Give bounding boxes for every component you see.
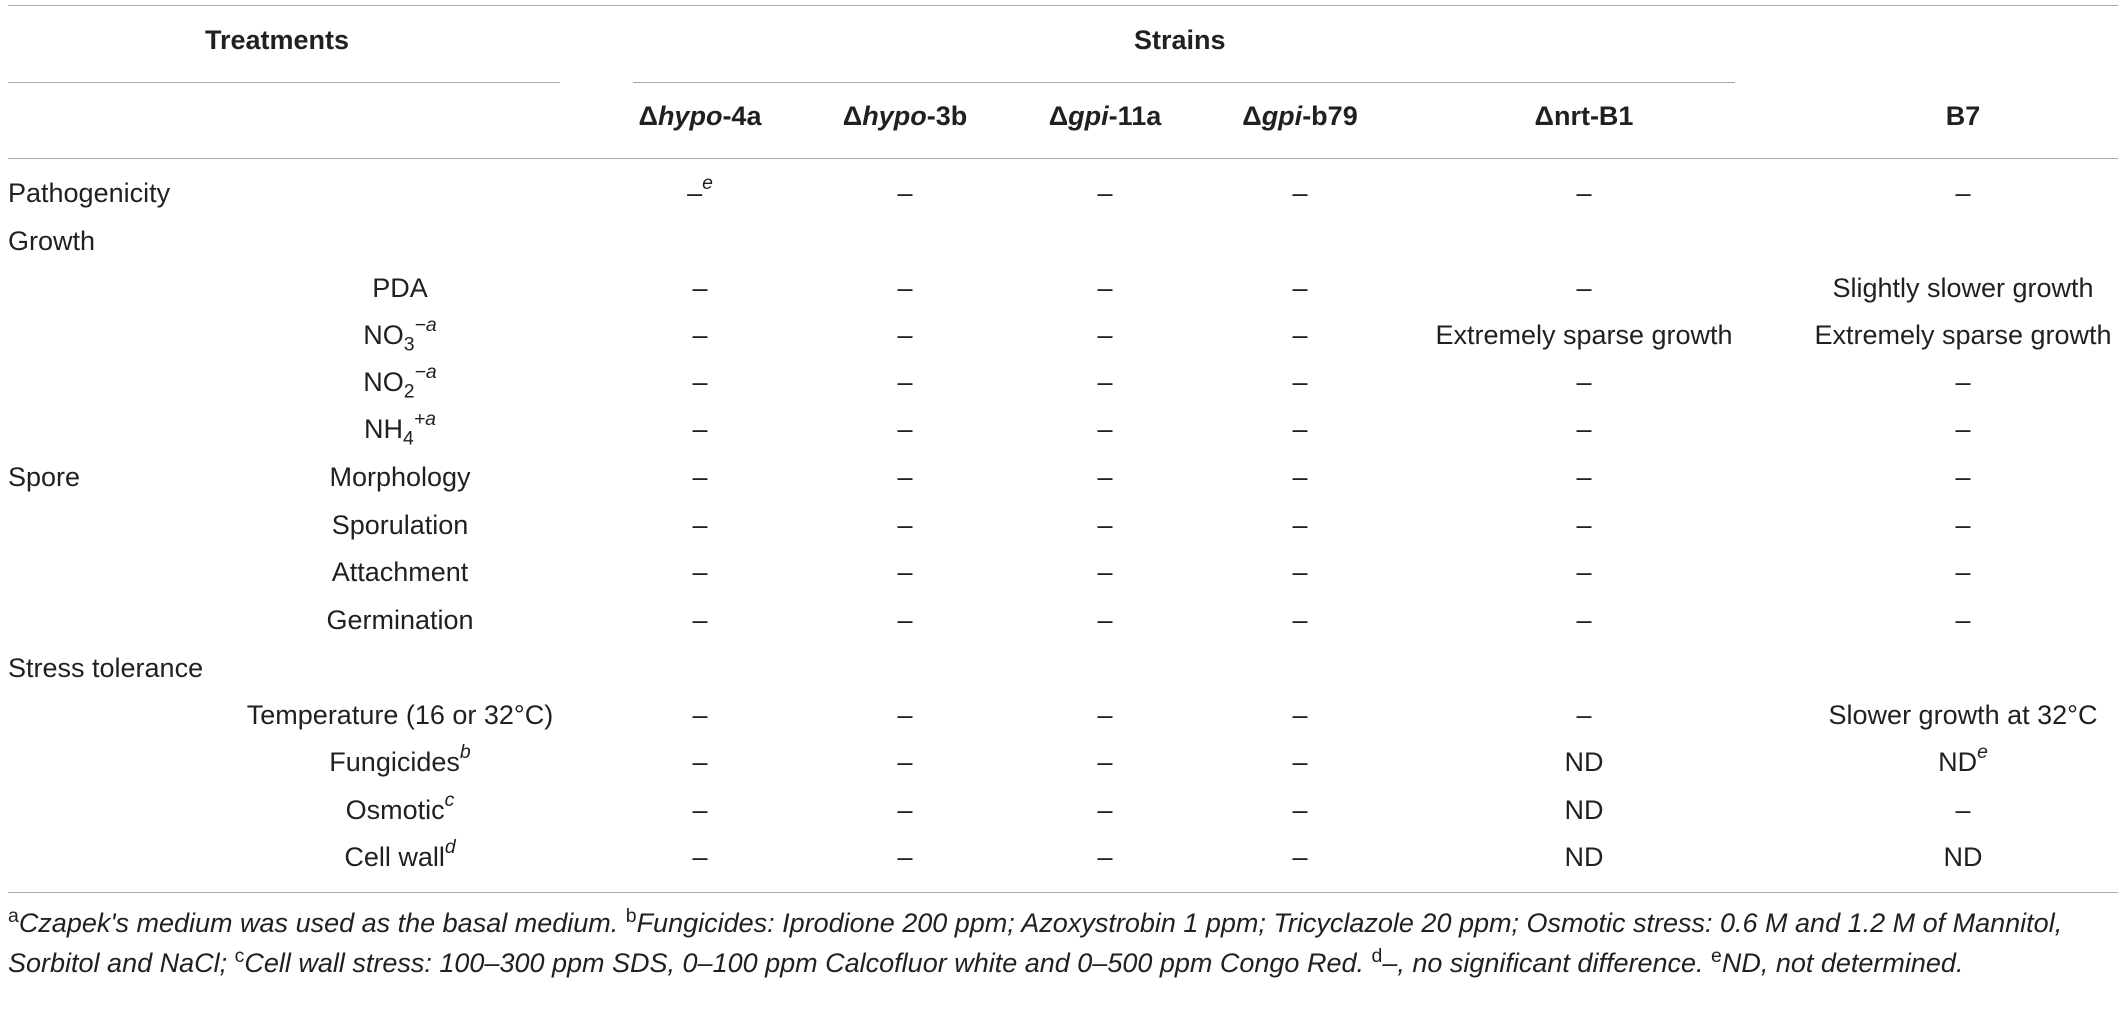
table-cell: – — [1097, 414, 1113, 444]
table-cell: – — [1292, 842, 1308, 872]
row-category: Spore — [8, 462, 81, 492]
table-cell: – — [1576, 557, 1592, 587]
table-footnotes — [8, 903, 2118, 983]
table-cell: – — [1097, 747, 1113, 777]
table-cell: – — [1955, 414, 1971, 444]
row-category: Growth — [8, 226, 96, 256]
row-treatment: Germination — [326, 605, 474, 635]
row-category: Stress tolerance — [8, 653, 204, 683]
row-treatment: Temperature (16 or 32°C) — [246, 700, 554, 730]
table-cell: – — [1292, 747, 1308, 777]
footnote-text: Cell wall stress: 100–300 ppm SDS, 0–100 ppm Calcofluor white and 0–500 ppm Congo Red. — [244, 948, 1372, 978]
table-cell: – — [692, 414, 708, 444]
footnote-mark: b — [625, 905, 637, 927]
table-cell: – — [1292, 462, 1308, 492]
table-cell: – — [1292, 367, 1308, 397]
strain-header-6: B7 — [1945, 101, 1981, 131]
table-cell: – — [897, 557, 913, 587]
table-cell: – — [692, 273, 708, 303]
treatments-header: Treatments — [205, 25, 350, 55]
footnote-text: Fungicides: Iprodione 200 ppm; Azoxystrobin 1 ppm; Tricyclazole 20 ppm; Osmotic stress: 0.6 M and 1.2 M of Mannitol, Sorbitol and NaCl; — [8, 908, 2063, 978]
table-cell: Extremely sparse growth — [1814, 320, 2112, 350]
strains-header: Strains — [1134, 25, 1226, 55]
treatments-underline — [8, 82, 560, 83]
table-cell: $ND^e$ — [1938, 741, 1988, 777]
footnote-mark: e — [1711, 945, 1722, 967]
row-category: Pathogenicity — [8, 178, 171, 208]
row-treatment: Attachment — [331, 557, 469, 587]
footnote-mark: a — [8, 905, 19, 927]
strains-underline — [633, 82, 1735, 83]
table-cell: – — [1955, 605, 1971, 635]
table-cell: Slower growth at 32°C — [1828, 700, 2098, 730]
table-cell: – — [897, 320, 913, 350]
row-treatment: $NO_2^{-a}$ — [363, 361, 437, 403]
table-cell: – — [897, 842, 913, 872]
row-treatment: $NH_4^{+a}$ — [364, 408, 436, 450]
table-cell: ND — [1564, 842, 1604, 872]
table-cell: – — [692, 795, 708, 825]
table-cell: – — [1097, 557, 1113, 587]
table-cell: – — [1955, 178, 1971, 208]
table-cell: – — [897, 414, 913, 444]
table-cell: – — [1292, 320, 1308, 350]
table-cell: – — [1576, 605, 1592, 635]
row-treatment: Fungicides$^b$ — [329, 741, 471, 777]
table-cell: – — [692, 557, 708, 587]
row-treatment: PDA — [372, 273, 428, 303]
table-cell: – — [897, 367, 913, 397]
table-cell: – — [1955, 557, 1971, 587]
table-cell: – — [692, 842, 708, 872]
table-cell: – — [1292, 178, 1308, 208]
table-cell: – — [1097, 367, 1113, 397]
table-cell: – — [1576, 700, 1592, 730]
footnote-text: Czapek's medium was used as the basal medium. — [18, 908, 626, 938]
row-treatment: Osmotic$^c$ — [345, 789, 455, 825]
table-cell: – — [1097, 605, 1113, 635]
table-cell: ND — [1564, 795, 1604, 825]
table-cell: – — [1292, 414, 1308, 444]
table-cell: – — [897, 747, 913, 777]
table-cell: – — [692, 462, 708, 492]
table-cell: – — [897, 605, 913, 635]
table-cell: – — [1955, 367, 1971, 397]
table-cell: – — [1097, 320, 1113, 350]
footnote-text: –, no significant difference. — [1382, 948, 1712, 978]
table-cell: – — [692, 367, 708, 397]
table-cell: – — [1292, 605, 1308, 635]
row-treatment: $NO_3^{-a}$ — [363, 314, 437, 356]
footnote-mark: d — [1371, 945, 1383, 967]
table-cell: – — [1955, 795, 1971, 825]
table-cell: – — [897, 510, 913, 540]
table-cell: Slightly slower growth — [1832, 273, 2094, 303]
table-cell: – — [897, 795, 913, 825]
table-cell: – — [1292, 510, 1308, 540]
table-cell: – — [692, 320, 708, 350]
table-cell: – — [1097, 178, 1113, 208]
table-cell: – — [1576, 462, 1592, 492]
table-cell: – — [1576, 414, 1592, 444]
header-bottom-rule — [8, 158, 2118, 159]
top-rule — [8, 5, 2118, 6]
table-cell: – — [897, 178, 913, 208]
table-cell: – — [1097, 462, 1113, 492]
footnote-mark: c — [234, 945, 245, 967]
table-cell: – — [897, 462, 913, 492]
table-cell: – — [1097, 842, 1113, 872]
table-cell: – — [1576, 367, 1592, 397]
table-cell: – — [692, 605, 708, 635]
strain-header-4: Δgpi-b79 — [1242, 101, 1358, 131]
table-cell: – — [1955, 462, 1971, 492]
footnote-text: ND, not determined. — [1721, 948, 1964, 978]
table-cell: ND — [1564, 747, 1604, 777]
strain-header-1: Δhypo-4a — [638, 101, 762, 131]
table-cell: – — [1292, 795, 1308, 825]
row-treatment: Sporulation — [331, 510, 469, 540]
table-cell: – — [1292, 273, 1308, 303]
table-cell: – — [692, 700, 708, 730]
table-cell: – — [1097, 795, 1113, 825]
table-cell: Extremely sparse growth — [1435, 320, 1733, 350]
table-cell: – — [897, 273, 913, 303]
table-cell: – — [897, 700, 913, 730]
table-cell: –$^e$ — [687, 172, 713, 208]
table-cell: ND — [1943, 842, 1983, 872]
table-cell: – — [1955, 510, 1971, 540]
table-cell: – — [1097, 510, 1113, 540]
table-cell: – — [692, 510, 708, 540]
table-cell: – — [1097, 273, 1113, 303]
table-cell: – — [1292, 557, 1308, 587]
table-cell: – — [1576, 178, 1592, 208]
table-cell: – — [1576, 273, 1592, 303]
row-treatment: Morphology — [329, 462, 471, 492]
strain-header-2: Δhypo-3b — [842, 101, 968, 131]
strain-header-5: Δnrt-B1 — [1534, 101, 1634, 131]
row-treatment: Cell wall$^d$ — [344, 836, 456, 872]
table-cell: – — [1576, 510, 1592, 540]
strain-header-3: Δgpi-11a — [1048, 101, 1162, 131]
table-bottom-rule — [8, 892, 2118, 893]
table-cell: – — [1097, 700, 1113, 730]
table-cell: – — [1292, 700, 1308, 730]
table-cell: – — [692, 747, 708, 777]
